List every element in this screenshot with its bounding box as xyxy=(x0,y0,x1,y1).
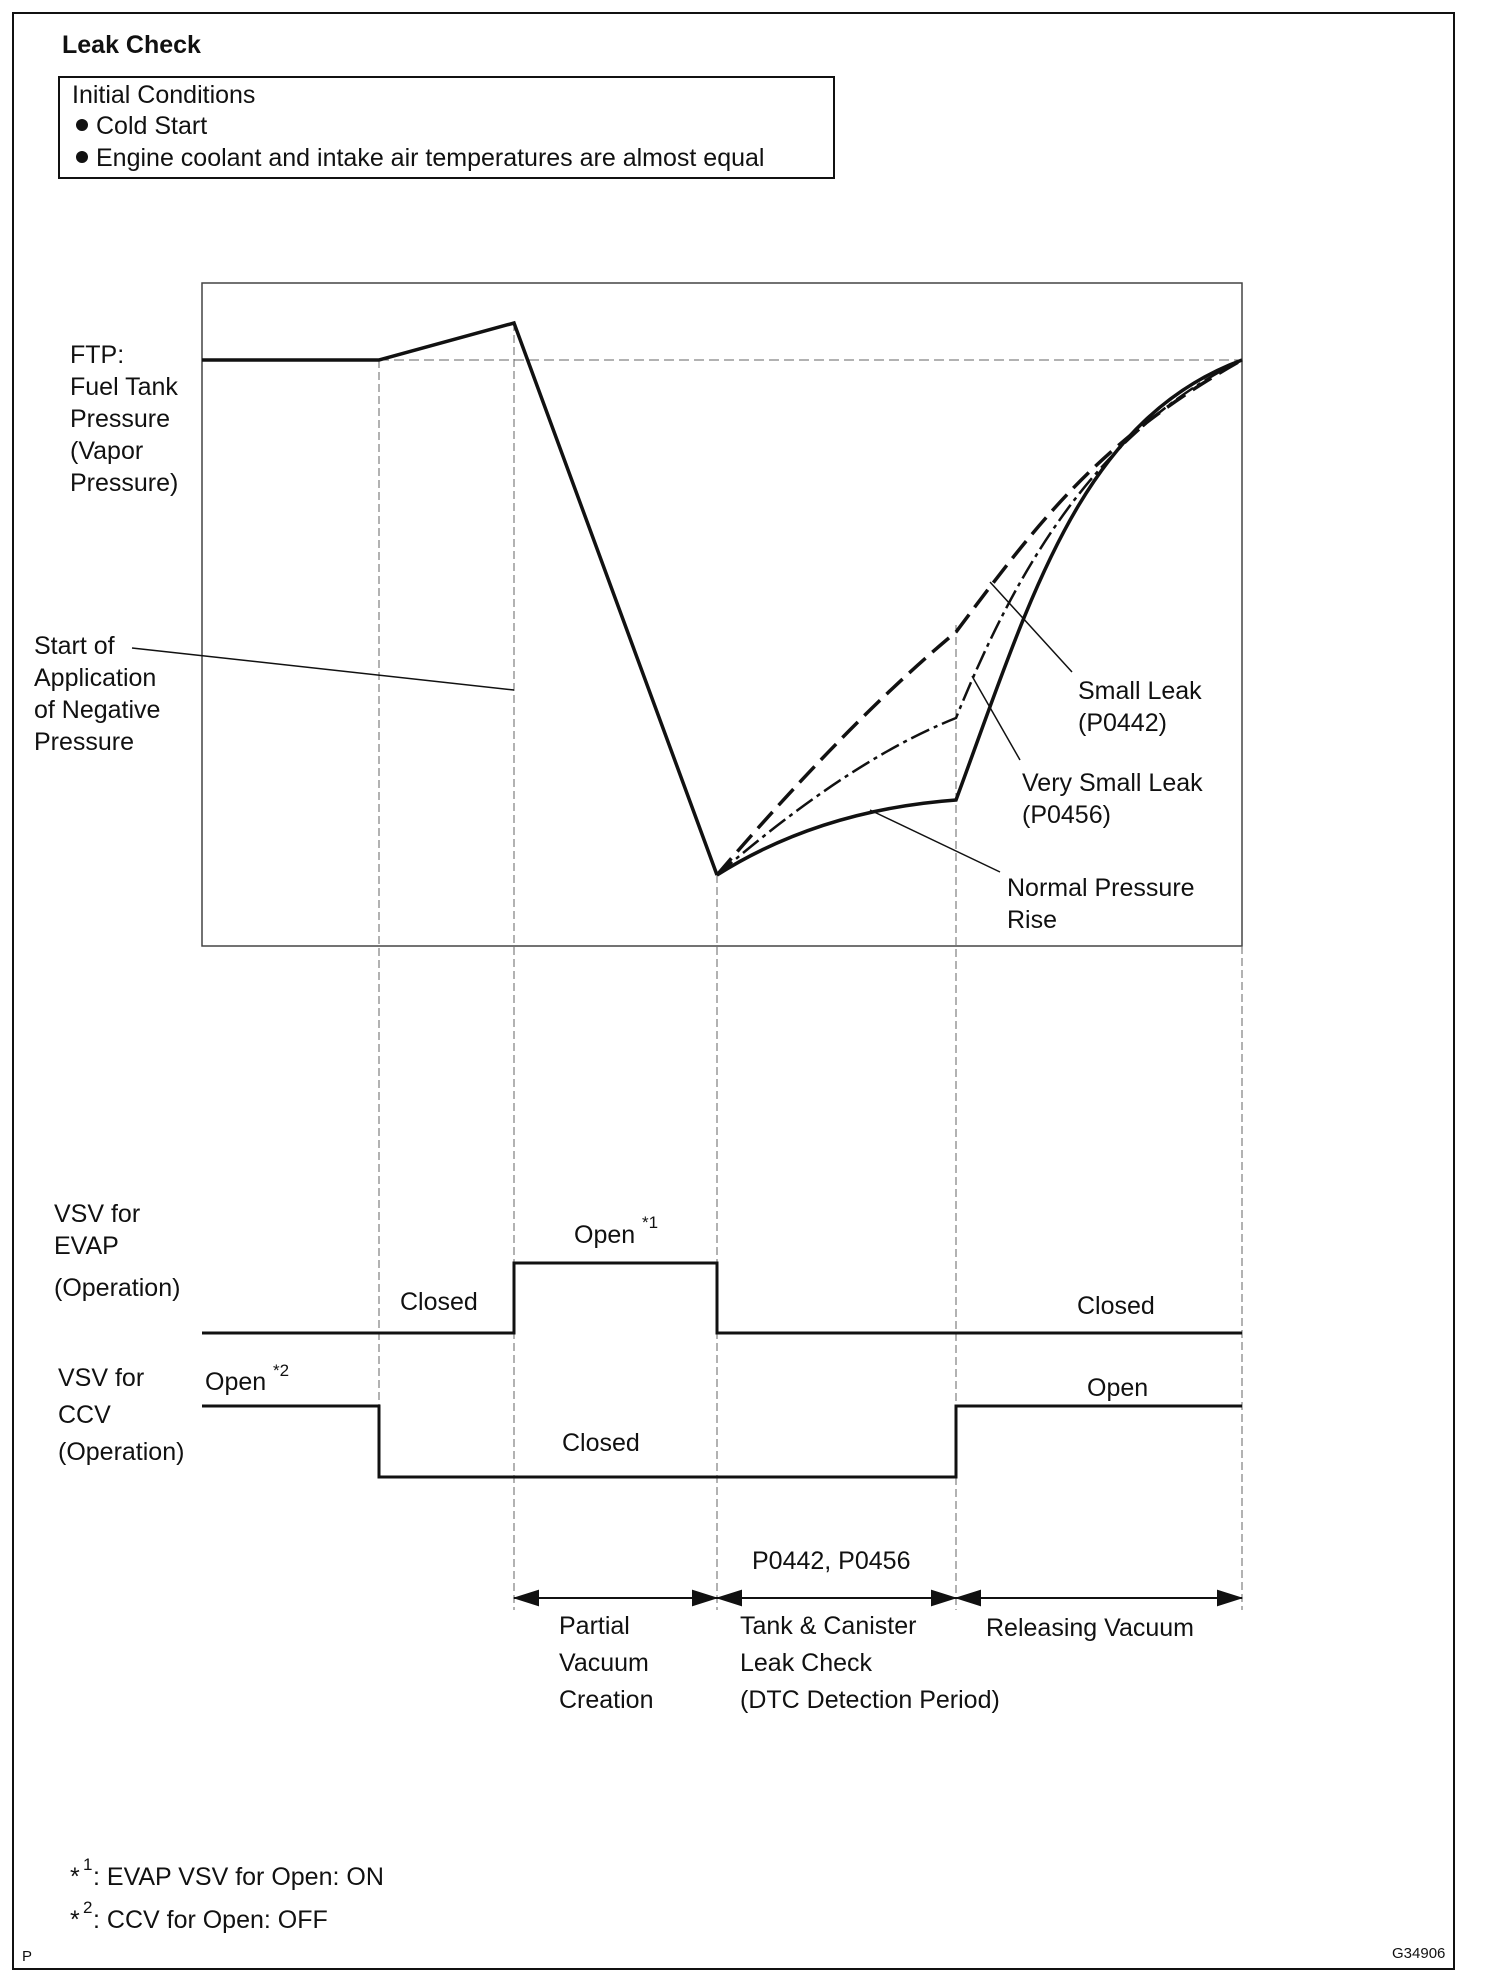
ccv-open-left-sup: *2 xyxy=(273,1361,290,1380)
evap-vsv-label: VSV for xyxy=(54,1200,141,1228)
ccv-vsv-label: (Operation) xyxy=(58,1438,185,1466)
ftp-label: Pressure) xyxy=(70,469,179,497)
normal-pressure-leader xyxy=(870,810,1000,872)
outer-frame xyxy=(13,13,1454,1969)
evap-vsv-label: (Operation) xyxy=(54,1274,181,1302)
normal-pressure-label: Normal Pressure xyxy=(1007,874,1195,902)
normal-pressure-label: Rise xyxy=(1007,906,1058,934)
partial-vacuum-label: Vacuum xyxy=(559,1649,649,1677)
start-negative-pressure-label: of Negative xyxy=(34,696,161,724)
figure-id: G34906 xyxy=(1392,1945,1446,1962)
start-negative-pressure-label: Application xyxy=(34,664,157,692)
condition-item: Engine coolant and intake air temperatures are almost equal xyxy=(96,144,765,172)
ftp-label: FTP: xyxy=(70,341,125,369)
footnote-sup: 2 xyxy=(83,1898,93,1917)
leak-check-label: Leak Check xyxy=(740,1649,873,1677)
start-negative-pressure-label: Pressure xyxy=(34,728,135,756)
ccv-open-left: Open xyxy=(205,1368,267,1396)
start-negative-pressure-label: Start of xyxy=(34,632,115,660)
diagram-title: Leak Check xyxy=(62,31,201,59)
evap-vsv-label: EVAP xyxy=(54,1232,119,1260)
very-small-leak-curve xyxy=(717,360,1242,875)
ccv-vsv-label: CCV xyxy=(58,1401,111,1429)
conditions-heading: Initial Conditions xyxy=(72,81,256,109)
small-leak-curve xyxy=(717,360,1242,875)
ftp-label: Pressure xyxy=(70,405,171,433)
pressure-plot-frame xyxy=(202,283,1242,946)
ccv-open-right: Open xyxy=(1087,1374,1149,1402)
evap-closed-right: Closed xyxy=(1077,1292,1155,1320)
ccv-vsv-label: VSV for xyxy=(58,1364,145,1392)
normal-pressure-curve xyxy=(717,360,1242,875)
phase-guide-lines xyxy=(379,323,1242,1610)
very-small-leak-label: Very Small Leak xyxy=(1022,769,1203,797)
footnote-sup: 1 xyxy=(83,1855,93,1874)
corner-code-left: P xyxy=(22,1948,33,1965)
evap-open: Open xyxy=(574,1221,636,1249)
bullet-icon xyxy=(76,151,88,163)
small-leak-label: Small Leak xyxy=(1078,677,1202,705)
partial-vacuum-label: Creation xyxy=(559,1686,654,1714)
condition-item: Cold Start xyxy=(96,112,208,140)
evap-open-sup: *1 xyxy=(642,1213,659,1232)
bullet-icon xyxy=(76,119,88,131)
ccv-closed: Closed xyxy=(562,1429,640,1457)
footnote-mark: * xyxy=(70,1906,80,1934)
ftp-label: (Vapor xyxy=(70,437,144,465)
very-small-leak-label: (P0456) xyxy=(1022,801,1111,829)
leak-check-label: Tank & Canister xyxy=(740,1612,917,1640)
releasing-vacuum-label: Releasing Vacuum xyxy=(986,1614,1194,1642)
ftp-label: Fuel Tank xyxy=(70,373,178,401)
partial-vacuum-label: Partial xyxy=(559,1612,630,1640)
small-leak-label: (P0442) xyxy=(1078,709,1167,737)
footnote-text: : CCV for Open: OFF xyxy=(93,1906,328,1934)
ccv-vsv-trace xyxy=(202,1406,1242,1477)
start-leader-line xyxy=(132,648,514,690)
small-leak-leader xyxy=(990,582,1072,672)
dtc-codes-label: P0442, P0456 xyxy=(752,1547,911,1575)
footnote-text: : EVAP VSV for Open: ON xyxy=(93,1863,384,1891)
evap-closed-left: Closed xyxy=(400,1288,478,1316)
footnote-mark: * xyxy=(70,1863,80,1891)
phase-arrows xyxy=(514,1591,1242,1605)
leak-check-label: (DTC Detection Period) xyxy=(740,1686,1000,1714)
ftp-main-curve xyxy=(202,323,717,875)
